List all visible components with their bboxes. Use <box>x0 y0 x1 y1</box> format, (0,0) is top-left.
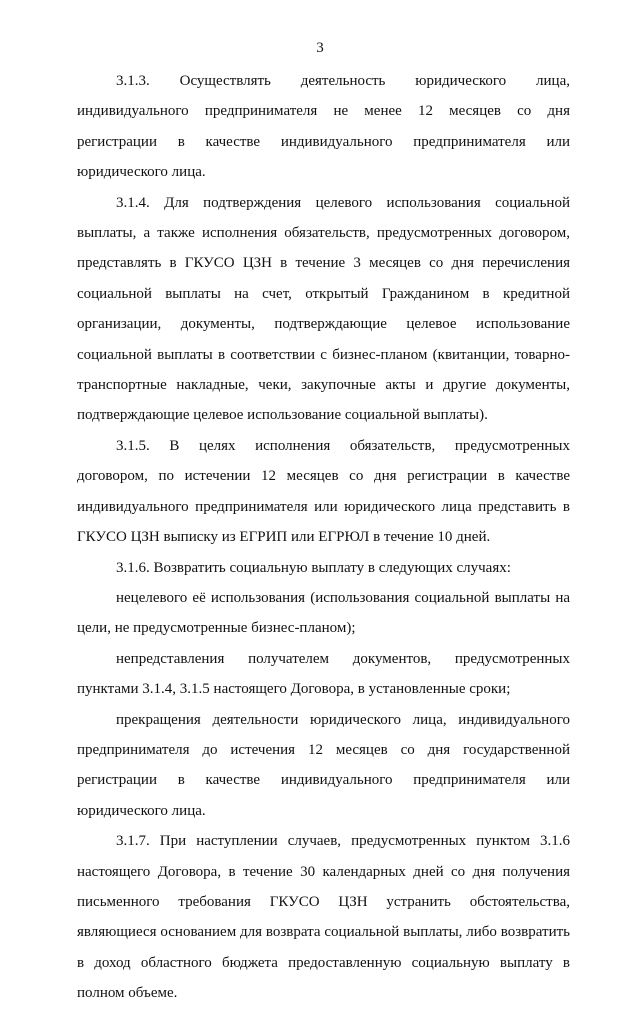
text-line: письменного требования ГКУСО ЦЗН устранить обстоятельства, <box>77 893 570 910</box>
text-line: 3.1.3. Осуществлять деятельность юридического лица, <box>116 73 570 89</box>
text-line: пунктами 3.1.4, 3.1.5 настоящего Договора, в установленные сроки; <box>77 681 511 698</box>
text-line: непредставления получателем документов, предусмотренных <box>116 650 570 667</box>
paragraph-p-case-3 <box>77 705 570 827</box>
text-line: представлять в ГКУСО ЦЗН в течение 3 месяцев со дня перечисления <box>77 255 570 272</box>
text-line: 3.1.6. Возвратить социальную выплату в следующих случаях: <box>116 559 511 576</box>
paragraph-p-3-1-4 <box>77 188 570 431</box>
text-line: социальной выплаты на счет, открытый Гражданином в кредитной <box>77 285 570 302</box>
text-line: 3.1.4. Для подтверждения целевого использования социальной <box>116 194 570 211</box>
paragraph-p-case-2 <box>77 644 570 705</box>
text-line: предпринимателя до истечения 12 месяцев со дня государственной <box>77 741 570 758</box>
text-line: транспортные накладные, чеки, закупочные акты и другие документы, <box>77 377 570 394</box>
text-line: ГКУСО ЦЗН выписку из ЕГРИП или ЕГРЮЛ в течение 10 дней. <box>77 529 491 546</box>
text-line: подтверждающие целевое использование социальной выплаты). <box>77 407 488 424</box>
text-line: настоящего Договора, в течение 30 календарных дней со дня получения <box>77 863 570 880</box>
paragraph-p-3-1-5 <box>77 431 570 553</box>
text-line: индивидуального предпринимателя не менее 12 месяцев со дня <box>77 103 570 120</box>
text-line: социальной выплаты в соответствии с бизнес-планом (квитанции, товарно- <box>77 346 570 363</box>
text-line: организации, документы, подтверждающие целевое использование <box>77 316 570 333</box>
text-line: юридического лица. <box>77 164 206 181</box>
text-line: регистрации в качестве индивидуального предпринимателя или <box>77 133 570 150</box>
text-line: регистрации в качестве индивидуального предпринимателя или <box>77 772 570 789</box>
text-line: в доход областного бюджета предоставленную социальную выплату в <box>77 954 570 971</box>
text-line: индивидуального предпринимателя или юридического лица представить в <box>77 498 570 515</box>
text-line: являющиеся основанием для возврата социальной выплаты, либо возвратить <box>77 924 570 941</box>
paragraph-p-3-1-7 <box>77 826 570 1008</box>
text-line: прекращения деятельности юридического лица, индивидуального <box>116 711 570 728</box>
text-line: юридического лица. <box>77 802 206 819</box>
text-line: выплаты, а также исполнения обязательств, предусмотренных договором, <box>77 225 570 242</box>
text-line: договором, по истечении 12 месяцев со дня регистрации в качестве <box>77 468 570 485</box>
paragraph-p-case-1 <box>77 583 570 644</box>
paragraph-p-3-1-3 <box>77 66 570 188</box>
text-line: цели, не предусмотренные бизнес-планом); <box>77 620 356 637</box>
text-line: 3.1.7. При наступлении случаев, предусмотренных пунктом 3.1.6 <box>116 833 570 850</box>
text-line: нецелевого её использования (использования социальной выплаты на <box>116 589 570 606</box>
text-line: 3.1.5. В целях исполнения обязательств, предусмотренных <box>116 437 570 454</box>
text-line: полном объеме. <box>77 985 178 1002</box>
page-number: 3 <box>316 40 324 56</box>
paragraph-p-3-1-6 <box>77 553 570 583</box>
document-body <box>77 66 570 1009</box>
